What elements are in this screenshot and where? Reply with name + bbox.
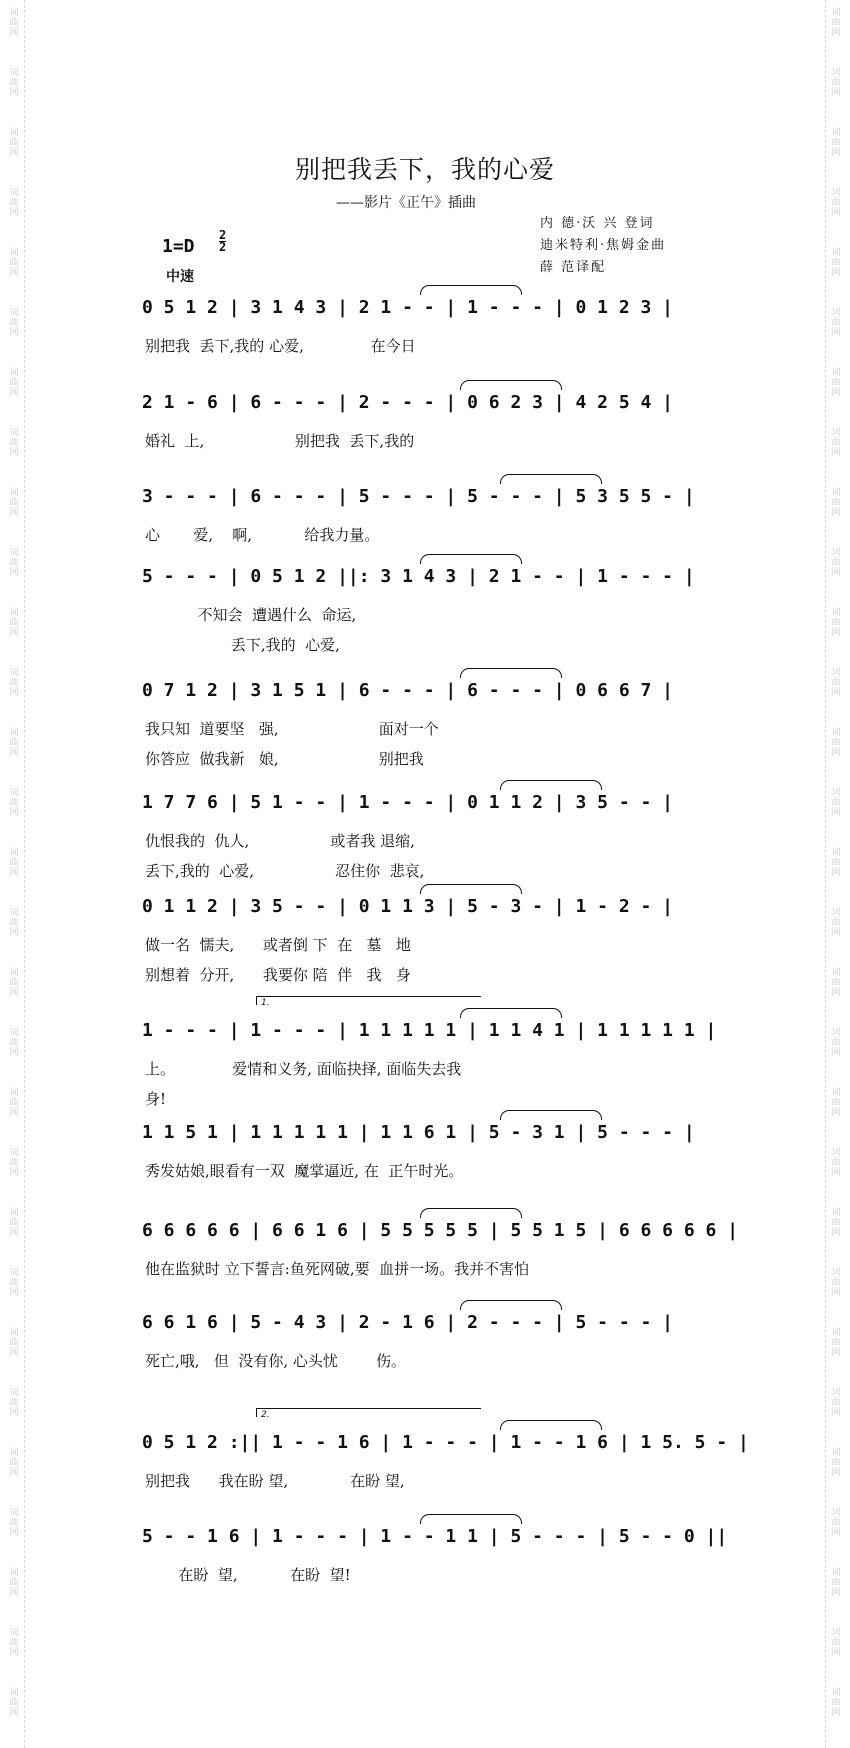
watermark-text: 词曲网 [831, 188, 841, 218]
slur-mark [460, 380, 562, 390]
watermark-text: 词曲网 [831, 1208, 841, 1238]
watermark-text: 词曲网 [831, 1388, 841, 1418]
slur-mark [500, 474, 602, 484]
lyric-line-10-1: 他在监狱时 立下誓言:鱼死网破,要 血拼一场。我并不害怕 [145, 1260, 530, 1278]
key-signature: 1=D [162, 236, 195, 257]
watermark-text: 词曲网 [9, 488, 19, 518]
watermark-text: 词曲网 [9, 368, 19, 398]
staff-line-1: 0 5 1 2 | 3 1 4 3 | 2 1 - - | 1 - - - | 0 1 2 3 | [142, 297, 674, 318]
watermark-text: 词曲网 [9, 1688, 19, 1718]
lyric-line-3-1: 心 爱, 啊, 给我力量。 [145, 526, 380, 544]
watermark-text: 词曲网 [9, 1448, 19, 1478]
watermark-text: 词曲网 [9, 428, 19, 458]
staff-line-13: 5 - - 1 6 | 1 - - - | 1 - - 1 1 | 5 - - - | 5 - - 0 || [142, 1526, 728, 1547]
watermark-text: 词曲网 [9, 68, 19, 98]
watermark-text: 词曲网 [831, 1628, 841, 1658]
slur-mark [420, 1208, 522, 1218]
watermark-text: 词曲网 [831, 1028, 841, 1058]
watermark-text: 词曲网 [831, 488, 841, 518]
slur-mark [420, 554, 522, 564]
lyric-line-7-1: 做一名 懦夫, 或者倒 下 在 墓 地 [145, 936, 411, 954]
staff-line-2: 2 1 - 6 | 6 - - - | 2 - - - | 0 6 2 3 | 4 2 5 4 | [142, 392, 674, 413]
watermark-text: 词曲网 [831, 788, 841, 818]
lyric-line-12-1: 别把我 我在盼 望, 在盼 望, [145, 1472, 405, 1490]
watermark-text: 词曲网 [831, 728, 841, 758]
watermark-text: 词曲网 [831, 908, 841, 938]
watermark-text: 词曲网 [831, 308, 841, 338]
staff-line-10: 6 6 6 6 6 | 6 6 1 6 | 5 5 5 5 5 | 5 5 1 5 | 6 6 6 6 6 | [142, 1220, 739, 1241]
watermark-text: 词曲网 [831, 1088, 841, 1118]
slur-mark [500, 1110, 602, 1120]
slur-mark [420, 884, 522, 894]
credit-lyricist: 内 德·沃 兴 登词 [540, 216, 655, 231]
staff-line-5: 0 7 1 2 | 3 1 5 1 | 6 - - - | 6 - - - | 0 6 6 7 | [142, 680, 674, 701]
watermark-text: 词曲网 [831, 368, 841, 398]
watermark-text: 词曲网 [831, 1508, 841, 1538]
slur-mark [460, 1008, 562, 1018]
staff-line-9: 1 1 5 1 | 1 1 1 1 1 | 1 1 6 1 | 5 - 3 1 | 5 - - - | [142, 1122, 695, 1143]
staff-line-11: 6 6 1 6 | 5 - 4 3 | 2 - 1 6 | 2 - - - | 5 - - - | [142, 1312, 674, 1333]
lyric-line-4-2: 丢下,我的 心爱, [145, 636, 340, 654]
watermark-text: 词曲网 [831, 248, 841, 278]
watermark-text: 词曲网 [9, 1268, 19, 1298]
lyric-line-5-1: 我只知 道要坚 强, 面对一个 [145, 720, 439, 738]
watermark-text: 词曲网 [9, 1088, 19, 1118]
lyric-line-4-1: 不知会 遭遇什么 命运, [145, 606, 357, 624]
second-ending-bracket: 2. [256, 1408, 481, 1417]
watermark-text: 词曲网 [831, 968, 841, 998]
watermark-text: 词曲网 [9, 128, 19, 158]
slur-mark [500, 1420, 602, 1430]
slur-mark [460, 1300, 562, 1310]
lyric-line-11-1: 死亡,哦, 但 没有你, 心头忧 伤。 [145, 1352, 407, 1370]
watermark-text: 词曲网 [831, 1688, 841, 1718]
watermark-text: 词曲网 [9, 668, 19, 698]
watermark-text: 词曲网 [9, 1028, 19, 1058]
watermark-text: 词曲网 [831, 68, 841, 98]
tempo-marking: 中速 [166, 269, 194, 285]
lyric-line-7-2: 别想着 分开, 我要你 陪 伴 我 身 [145, 966, 411, 984]
watermark-text: 词曲网 [831, 128, 841, 158]
slur-mark [420, 285, 522, 295]
lyric-line-1-1: 别把我 丢下,我的 心爱, 在今日 [145, 337, 416, 355]
watermark-text: 词曲网 [831, 668, 841, 698]
lyric-line-6-2: 丢下,我的 心爱, 忍住你 悲哀, [145, 862, 425, 880]
watermark-text: 词曲网 [9, 968, 19, 998]
watermark-text: 词曲网 [831, 1268, 841, 1298]
watermark-text: 词曲网 [831, 8, 841, 38]
staff-line-6: 1 7 7 6 | 5 1 - - | 1 - - - | 0 1 1 2 | 3 5 - - | [142, 792, 674, 813]
watermark-text: 词曲网 [9, 548, 19, 578]
watermark-text: 词曲网 [831, 608, 841, 638]
lyric-line-9-1: 秀发姑娘,眼看有一双 魔掌逼近, 在 正午时光。 [145, 1162, 464, 1180]
lyric-line-5-2: 你答应 做我新 娘, 别把我 [145, 750, 424, 768]
staff-line-7: 0 1 1 2 | 3 5 - - | 0 1 1 3 | 5 - 3 - | 1 - 2 - | [142, 896, 674, 917]
watermark-text: 词曲网 [831, 1448, 841, 1478]
watermark-text: 词曲网 [9, 188, 19, 218]
slur-mark [500, 780, 602, 790]
first-ending-bracket: 1. [256, 996, 481, 1005]
watermark-column-right [825, 0, 846, 1748]
song-subtitle: ——影片《正午》插曲 [336, 195, 476, 211]
staff-line-4: 5 - - - | 0 5 1 2 ||: 3 1 4 3 | 2 1 - - | 1 - - - | [142, 566, 695, 587]
watermark-text: 词曲网 [9, 1568, 19, 1598]
watermark-text: 词曲网 [831, 428, 841, 458]
watermark-text: 词曲网 [9, 1328, 19, 1358]
lyric-line-13-1: 在盼 望, 在盼 望! [145, 1566, 351, 1584]
watermark-text: 词曲网 [9, 788, 19, 818]
watermark-text: 词曲网 [9, 248, 19, 278]
staff-line-8: 1 - - - | 1 - - - | 1 1 1 1 1 | 1 1 4 1 | 1 1 1 1 1 | [142, 1020, 717, 1041]
watermark-text: 词曲网 [9, 8, 19, 38]
song-title: 别把我丢下，我的心爱 [294, 155, 555, 184]
staff-line-12: 0 5 1 2 :|| 1 - - 1 6 | 1 - - - | 1 - - 1 6 | 1 5. 5 - | [142, 1432, 749, 1453]
time-signature [219, 230, 226, 253]
lyric-line-2-1: 婚礼 上, 别把我 丢下,我的 [145, 432, 415, 450]
watermark-text: 词曲网 [9, 908, 19, 938]
lyric-line-8-1: 上。 爱情和义务, 面临抉择, 面临失去我 [145, 1060, 462, 1078]
time-denominator: 2 [219, 240, 227, 254]
watermark-text: 词曲网 [9, 308, 19, 338]
watermark-text: 词曲网 [831, 548, 841, 578]
watermark-text: 词曲网 [831, 848, 841, 878]
staff-line-3: 3 - - - | 6 - - - | 5 - - - | 5 - - - | 5 3 5 5 - | [142, 486, 695, 507]
watermark-text: 词曲网 [9, 1208, 19, 1238]
watermark-text: 词曲网 [9, 728, 19, 758]
watermark-text: 词曲网 [9, 608, 19, 638]
lyric-line-6-1: 仇恨我的 仇人, 或者我 退缩, [145, 832, 415, 850]
watermark-text: 词曲网 [831, 1148, 841, 1178]
watermark-text: 词曲网 [831, 1568, 841, 1598]
watermark-text: 词曲网 [831, 1328, 841, 1358]
watermark-text: 词曲网 [9, 1388, 19, 1418]
credit-composer: 迪米特利·焦姆金曲 [540, 238, 667, 253]
lyric-line-8-2: 身! [145, 1090, 167, 1108]
watermark-column-left [4, 0, 25, 1748]
watermark-text: 词曲网 [9, 1628, 19, 1658]
slur-mark [420, 1514, 522, 1524]
time-numerator: 2 [219, 228, 227, 242]
watermark-text: 词曲网 [9, 1148, 19, 1178]
watermark-text: 词曲网 [9, 848, 19, 878]
credit-translator: 薛 范译配 [540, 260, 607, 275]
slur-mark [460, 668, 562, 678]
watermark-text: 词曲网 [9, 1508, 19, 1538]
